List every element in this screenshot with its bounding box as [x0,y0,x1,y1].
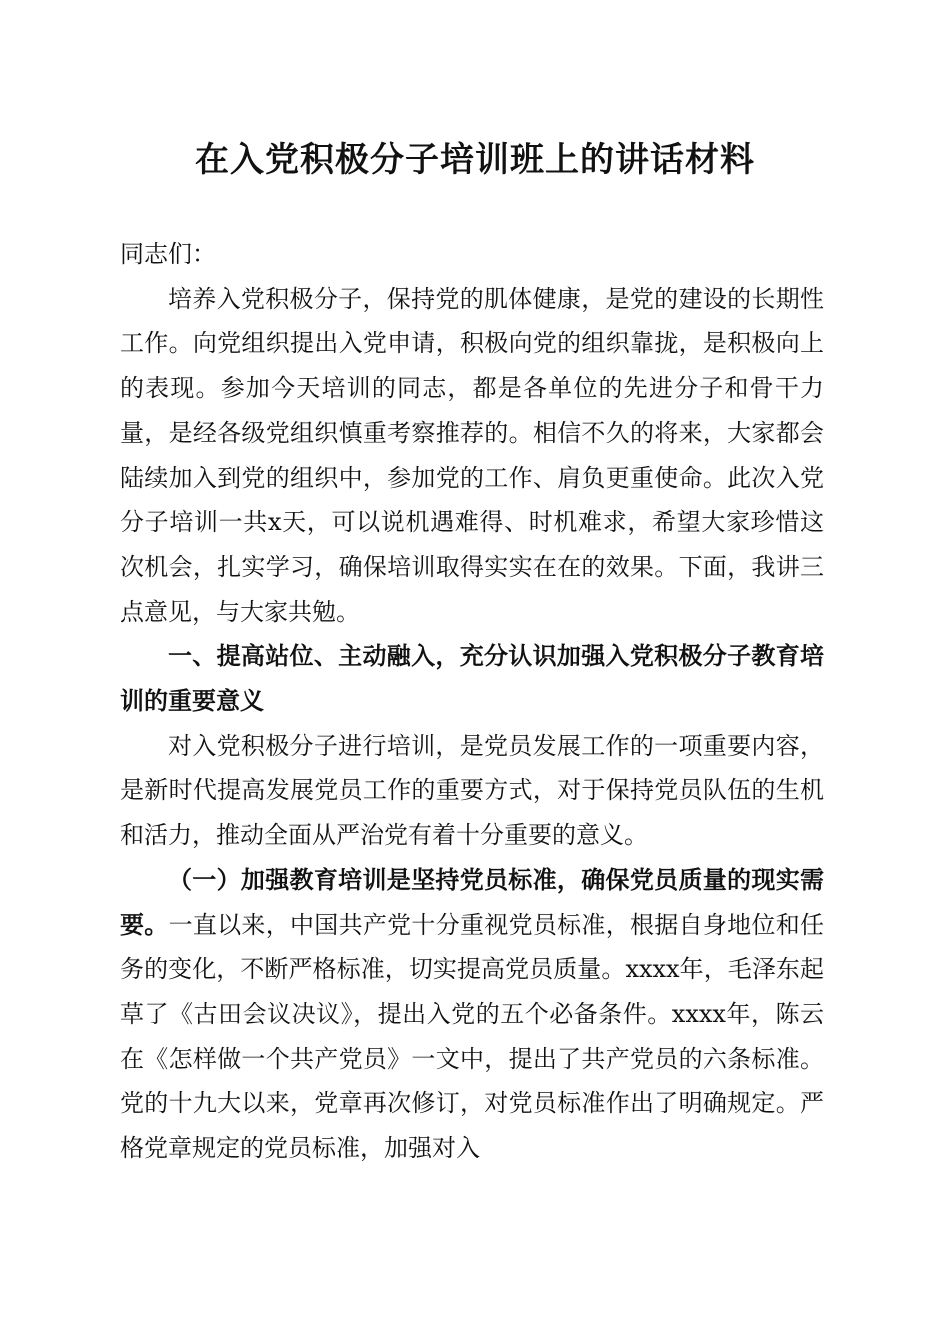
document-title: 在入党积极分子培训班上的讲话材料 [195,140,755,180]
document-body [120,232,824,1171]
section-heading-1: 一、提高站位、主动融入，充分认识加强入党积极分子教育培训的重要意义 [120,642,824,716]
subsection-1-text: 一直以来，中国共产党十分重视党员标准，根据自身地位和任务的变化，不断严格标准，切实提高党员质量。xxxx年，毛泽东起草了《古田会议决议》，提出入党的五个必备条件。xxxx年，陈云在《怎样做一个共产党员》一文中，提出了共产党员的六条标准。党的十九大以来，党章再次修订，对党员标准作出了明确规定。严格党章规定的党员标准，加强对入 [120,910,825,1163]
paragraph-subsection-1 [120,858,824,1171]
subsection-heading-1: （一）加强教育培训是坚持党员标准，确保党员质量的现实需要。 [120,864,824,939]
paragraph-intro: 培养入党积极分子，保持党的肌体健康，是党的建设的长期性工作。向党组织提出入党申请，积极向党的组织靠拢，是积极向上的表现。参加今天培训的同志，都是各单位的先进分子和骨干力量，是经各级党组织慎重考察推荐的。相信不久的将来，大家都会陆续加入到党的组织中，参加党的工作、肩负更重使命。此次入党分子培训一共x天，可以说机遇难得、时机难求，希望大家珍惜这次机会，扎实学习，确保培训取得实实在在的效果。下面，我讲三点意见，与大家共勉。 [120,284,824,626]
salutation: 同志们： [120,240,216,268]
paragraph-significance: 对入党积极分子进行培训，是党员发展工作的一项重要内容，是新时代提高发展党员工作的重要方式，对于保持党员队伍的生机和活力，推动全面从严治党有着十分重要的意义。 [120,731,824,850]
